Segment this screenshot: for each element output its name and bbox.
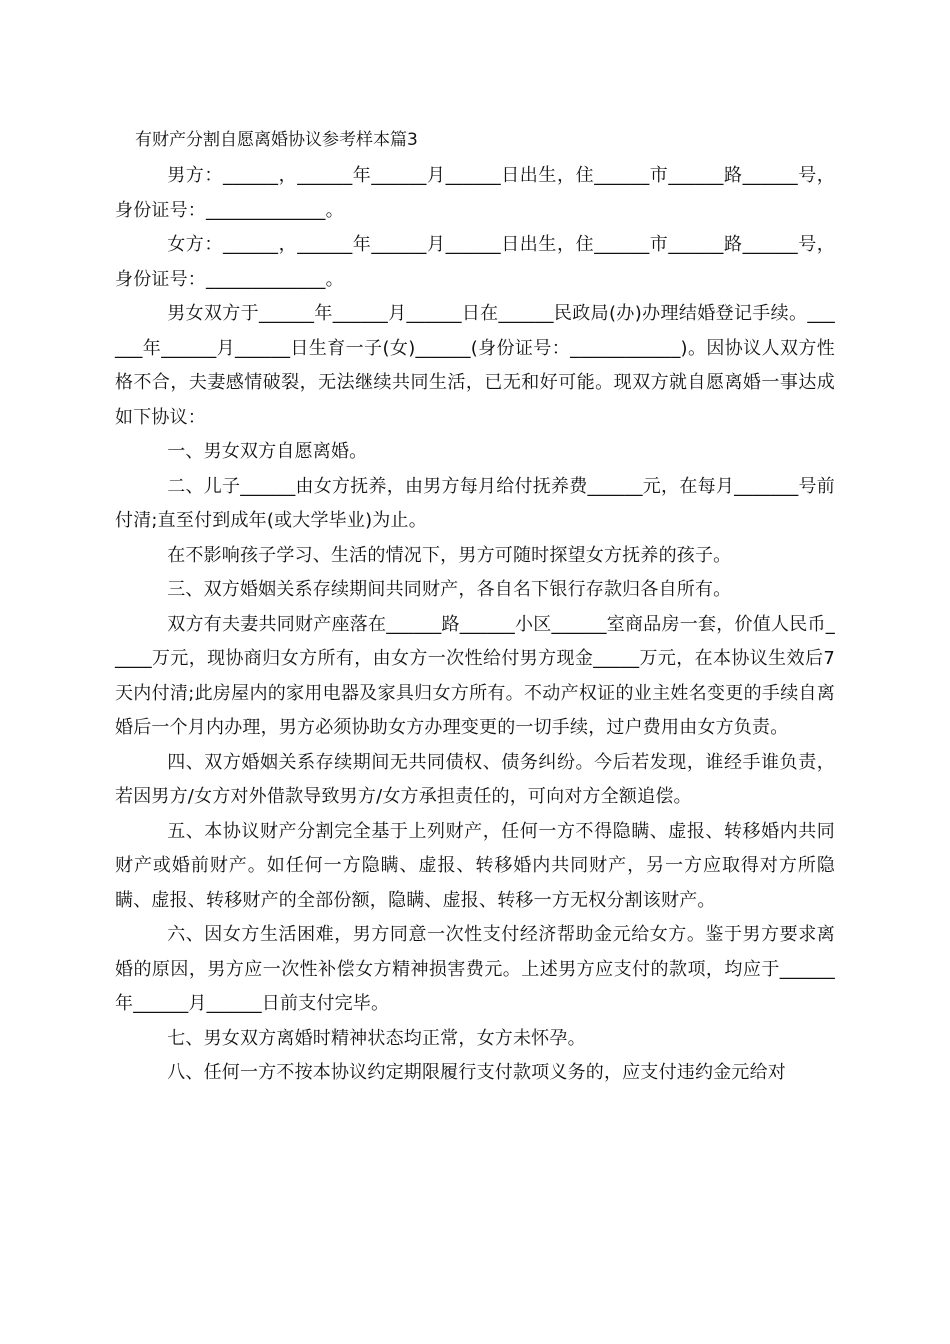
paragraph-clause-7: 七、男女双方离婚时精神状态均正常，女方未怀孕。 — [167, 1027, 586, 1049]
paragraph-female-party: 女方：______，______年______月______日出生，住______市______路______号，身份证号：_____________。 — [115, 234, 835, 290]
paragraph-clause-6: 六、因女方生活困难，男方同意一次性支付经济帮助金元给女方。鉴于男方要求离婚的原因，男方应一次性补偿女方精神损害费元。上述男方应支付的款项，均应于______年______月______日前支付完毕。 — [115, 924, 835, 1014]
paragraph-male-party: 男方：______，______年______月______日出生，住______市______路______号，身份证号：_____________。 — [115, 165, 835, 221]
paragraph-marriage-registration: 男女双方于______年______月______日在______民政局(办)办理结婚登记手续。______年______月______日生育一子(女)______(身份证号：____________)。因协议人双方性格不合，夫妻感情破裂，无法继续共同生活，已无和好可能。现双方就自愿离婚一事达成如下协议： — [115, 303, 835, 428]
paragraph-clause-2: 二、儿子______由女方抚养，由男方每月给付抚养费______元，在每月_______号前付清;直至付到成年(或大学毕业)为止。 — [115, 475, 835, 531]
paragraph-clause-3: 三、双方婚姻关系存续期间共同财产，各自名下银行存款归各自所有。 — [167, 579, 732, 600]
document-body — [115, 159, 835, 1091]
paragraph-clause-4: 四、双方婚姻关系存续期间无共同债权、债务纠纷。今后若发现，谁经手谁负责，若因男方/女方对外借款导致男方/女方承担责任的，可向对方全额追偿。 — [115, 751, 835, 807]
paragraph-clause-1: 一、男女双方自愿离婚。 — [167, 441, 368, 462]
paragraph-property: 双方有夫妻共同财产座落在______路______小区______室商品房一套，价值人民币_____万元，现协商归女方所有，由女方一次性给付男方现金_____万元，在本协议生效后7天内付清;此房屋内的家用电器及家具归女方所有。不动产权证的业主姓名变更的手续自离婚后一个月内办理，男方必须协助女方办理变更的一切手续，过户费用由女方负责。 — [115, 613, 835, 738]
paragraph-clause-5: 五、本协议财产分割完全基于上列财产，任何一方不得隐瞒、虚报、转移婚内共同财产或婚前财产。如任何一方隐瞒、虚报、转移婚内共同财产，另一方应取得对方所隐瞒、虚报、转移财产的全部份额，隐瞒、虚报、转移一方无权分割该财产。 — [115, 820, 835, 911]
paragraph-clause-8: 八、任何一方不按本协议约定期限履行支付款项义务的，应支付违约金元给对 — [167, 1062, 786, 1083]
paragraph-visitation: 在不影响孩子学习、生活的情况下，男方可随时探望女方抚养的孩子。 — [167, 544, 732, 566]
document-title: 有财产分割自愿离婚协议参考样本篇3 — [135, 130, 418, 150]
